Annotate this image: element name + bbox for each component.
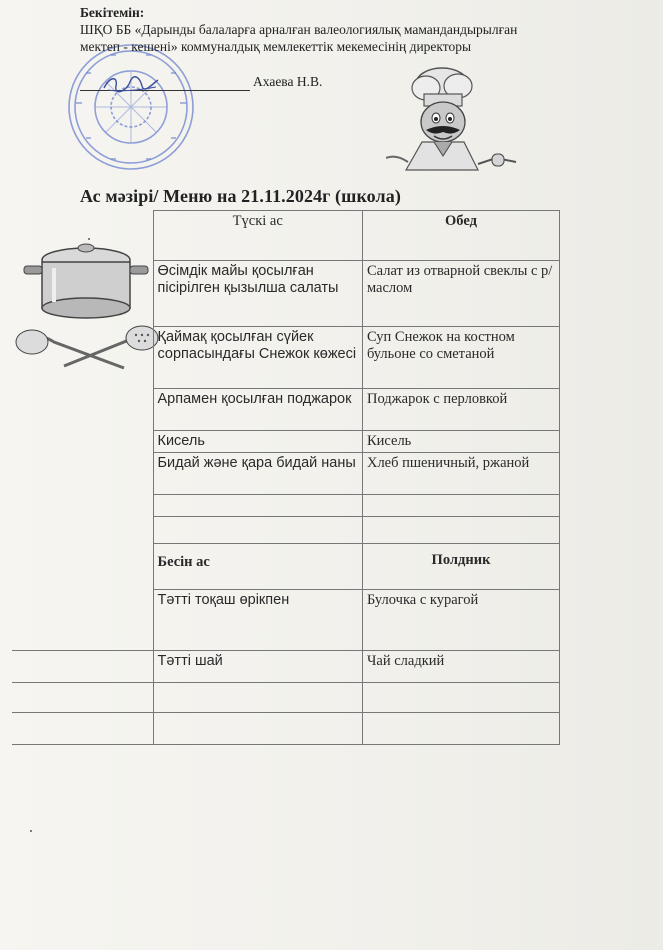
approval-line-1: ШҚО ББ «Дарынды балаларға арналған валеологиялық мамандандырылған xyxy=(80,22,518,37)
dish-kz xyxy=(153,495,362,517)
dish-ru: Поджарок с перловкой xyxy=(362,389,559,431)
table-row xyxy=(12,453,560,495)
table-row xyxy=(12,651,560,683)
table-row xyxy=(12,590,560,651)
snack-ru xyxy=(362,683,559,713)
approval-line-2: мектеп - кешені» коммуналдық мемлекеттік мекемесінің директоры xyxy=(80,39,472,54)
approval-heading: Бекітемін: xyxy=(80,5,145,20)
paper-speck xyxy=(88,238,90,240)
lunch-header-row xyxy=(12,211,560,261)
dish-kz: Кисель xyxy=(153,431,362,453)
approval-block xyxy=(80,4,620,55)
menu-table xyxy=(12,210,560,745)
snack-kz xyxy=(153,683,362,713)
snack-header-ru: Полдник xyxy=(362,544,559,590)
dish-kz xyxy=(153,517,362,544)
dish-kz: Арпамен қосылған поджарок xyxy=(153,389,362,431)
snack-ru: Булочка с курагой xyxy=(362,590,559,651)
dish-ru xyxy=(362,495,559,517)
snack-ru: Чай сладкий xyxy=(362,651,559,683)
chef-illustration-icon xyxy=(386,66,520,176)
dish-ru: Хлеб пшеничный, ржаной xyxy=(362,453,559,495)
table-row xyxy=(12,327,560,389)
table-row xyxy=(12,261,560,327)
lunch-header-kz: Түскі ас xyxy=(153,211,362,261)
snack-kz xyxy=(153,713,362,745)
dish-ru: Кисель xyxy=(362,431,559,453)
table-row xyxy=(12,517,560,544)
signature-icon xyxy=(100,72,160,96)
snack-kz: Тәтті шай xyxy=(153,651,362,683)
dish-kz: Бидай және қара бидай наны xyxy=(153,453,362,495)
snack-ru xyxy=(362,713,559,745)
dish-ru: Суп Снежок на костном бульоне со сметаной xyxy=(362,327,559,389)
dish-ru xyxy=(362,517,559,544)
signer-name: Ахаева Н.В. xyxy=(253,74,323,89)
dish-ru: Салат из отварной свеклы с р/маслом xyxy=(362,261,559,327)
snack-kz: Тәтті тоқаш өрікпен xyxy=(153,590,362,651)
dish-kz: Өсімдік майы қосылған пісірілген қызылша салаты xyxy=(153,261,362,327)
table-row xyxy=(12,431,560,453)
menu-title: Ас мәзірі/ Меню на 21.11.2024г (школа) xyxy=(80,186,401,206)
dish-kz: Қаймақ қосылған сүйек сорпасындағы Снежок көжесі xyxy=(153,327,362,389)
table-row xyxy=(12,713,560,745)
table-row xyxy=(12,495,560,517)
lunch-header-ru: Обед xyxy=(362,211,559,261)
stamp-seal-icon xyxy=(66,42,196,172)
table-row xyxy=(12,683,560,713)
paper-speck xyxy=(30,830,32,832)
snack-header-kz: Бесін ас xyxy=(153,544,362,590)
snack-header-row xyxy=(12,544,560,590)
table-row xyxy=(12,389,560,431)
